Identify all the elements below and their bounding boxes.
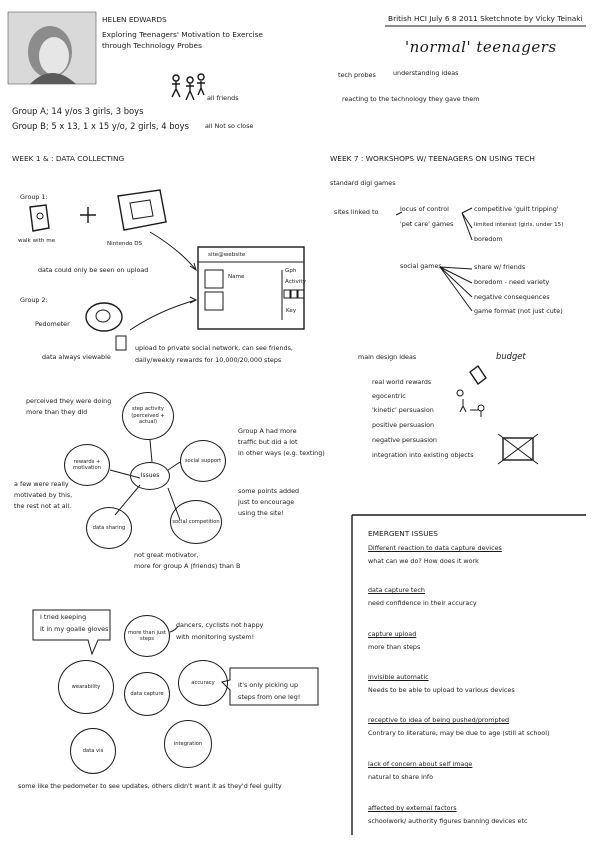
- idea-integration: integration into existing objects: [372, 451, 474, 459]
- perceived-line1: perceived they were doing: [26, 397, 112, 405]
- conference-credit: British HCI July 6 8 2011 Sketchnote by Vicky Teinaki: [388, 14, 583, 23]
- emergent-item-title: data capture tech: [368, 586, 425, 594]
- emergent-item-detail: what can we do? How does it work: [368, 557, 479, 565]
- idea-real-world-rewards: real world rewards: [372, 378, 432, 386]
- page-title: 'normal' teenagers: [405, 38, 557, 56]
- one-leg-line2: steps from one leg!: [238, 693, 301, 701]
- some-points-line2: just to encourage: [238, 498, 295, 506]
- standard-digi-games: standard digi games: [330, 179, 396, 187]
- budget-word: budget: [496, 351, 526, 361]
- nintendo-ds-device: [118, 190, 166, 230]
- walk-with-me-device: [30, 205, 49, 231]
- main-design-ideas: main design ideas: [358, 353, 417, 361]
- pedometer-label: Pedometer: [35, 320, 70, 328]
- website-address: site@website: [208, 252, 246, 258]
- tech-probes-label: tech probes: [338, 71, 376, 79]
- dancers-line1: dancers, cyclists not happy: [176, 621, 264, 629]
- some-points-line3: using the site!: [238, 509, 284, 517]
- understanding-ideas-label: understanding ideas: [393, 69, 459, 77]
- budget-phone-icon: [470, 366, 486, 384]
- circle-integration: integration: [164, 720, 212, 768]
- pet-care-games: 'pet care' games: [400, 220, 454, 228]
- upload-note-line2: daily/weekly rewards for 10,000/20,000 steps: [135, 356, 282, 364]
- group1-label: Group 1:: [20, 193, 48, 201]
- sites-linked-to: sites linked to: [334, 208, 379, 216]
- talk-title-line1: Exploring Teenagers' Motivation to Exercise: [102, 30, 263, 39]
- group-a-note-line3: in other ways (e.g. texting): [238, 449, 325, 457]
- group-a-note-line1: Group A had more: [238, 427, 297, 435]
- idea-positive: positive persuasion: [372, 421, 435, 429]
- data-upload-note: data could only be seen on upload: [38, 266, 149, 274]
- issue-social-support: social support: [180, 440, 226, 482]
- pedometer-footer-note: some like the pedometer to see updates, others didn't want it as they'd feel guilty: [18, 782, 282, 790]
- emergent-item-title: affected by external factors: [368, 804, 457, 812]
- upload-note-line1: upload to private social network, can see friends,: [135, 344, 293, 352]
- issues-center: Issues: [130, 462, 170, 490]
- emergent-item-detail: natural to share info: [368, 773, 434, 781]
- talk-title-line2: through Technology Probes: [102, 41, 202, 50]
- boredom-variety: boredom - need variety: [474, 278, 550, 286]
- all-friends-label: all friends: [207, 94, 239, 102]
- one-leg-line1: it's only picking up: [238, 681, 299, 689]
- week7-heading: WEEK 7 : WORKSHOPS W/ TEENAGERS ON USING TECH: [330, 154, 535, 163]
- idea-kinetic: 'kinetic' persuasion: [372, 406, 434, 414]
- week1-heading: WEEK 1 & : DATA COLLECTING: [12, 154, 125, 163]
- speaker-portrait: [8, 12, 96, 84]
- not-great-line2: more for group A (friends) than B: [134, 562, 241, 570]
- negative-consequences: negative consequences: [474, 293, 550, 301]
- not-great-line1: not great motivator,: [134, 551, 199, 559]
- few-motivated-line1: a few were really: [14, 480, 69, 488]
- emergent-item-title: Different reaction to data capture devices: [368, 544, 502, 552]
- few-motivated-line2: motivated by this,: [14, 491, 73, 499]
- website-graph-label: Gph: [285, 268, 297, 274]
- circle-wearability: wearability: [58, 660, 114, 714]
- issue-social-competition: social competition: [170, 500, 222, 544]
- competitive-guilt: competitive 'guilt tripping': [474, 205, 559, 213]
- few-motivated-line3: the rest not at all.: [14, 502, 72, 510]
- website-activity-label: Activity: [285, 279, 306, 285]
- game-format: game format (not just cute): [474, 307, 563, 315]
- group-a-label: Group A; 14 y/os 3 girls, 3 boys: [12, 106, 144, 116]
- goalie-bubble-line1: I tried keeping: [40, 613, 87, 621]
- speaker-name: HELEN EDWARDS: [102, 15, 167, 24]
- emergent-item-title: capture upload: [368, 630, 417, 638]
- issue-step-activity: step activity (perceived + actual): [122, 392, 174, 440]
- boredom-label: boredom: [474, 235, 503, 243]
- reacting-label: reacting to the technology they gave them: [342, 95, 480, 103]
- group-a-note-line2: traffic but did a lot: [238, 438, 298, 446]
- emergent-item-title: receptive to idea of being pushed/prompted: [368, 716, 510, 724]
- emergent-item-detail: Needs to be able to upload to various devices: [368, 686, 515, 694]
- pedometer-device: [86, 303, 122, 331]
- friends-figures-icon: [172, 74, 205, 100]
- some-points-line1: some points added: [238, 487, 300, 495]
- issue-rewards-motivation: rewards + motivation: [64, 444, 110, 486]
- circle-data-capture: data capture: [124, 672, 170, 716]
- goalie-bubble-line2: it in my goalie gloves: [40, 625, 109, 633]
- circle-accuracy: accuracy: [178, 660, 228, 706]
- website-key-label: Key: [286, 308, 297, 314]
- locus-of-control: locus of control: [400, 205, 449, 213]
- share-with-friends: share w/ friends: [474, 263, 526, 271]
- issue-data-sharing: data sharing: [86, 507, 132, 549]
- circle-more-than-steps: more than just steps: [124, 615, 170, 657]
- dancers-line2: with monitoring system!: [176, 633, 255, 641]
- group-b-label: Group B; 5 x 13, 1 x 15 y/o, 2 girls, 4 boys: [12, 121, 189, 131]
- nintendo-ds-label: Nintendo DS: [107, 241, 143, 247]
- data-viewable-note: data always viewable: [42, 353, 111, 361]
- emergent-item-title: invisible automatic: [368, 673, 429, 681]
- emergent-item-detail: Contrary to literature, may be due to age (still at school): [368, 729, 550, 737]
- emergent-item-detail: more than steps: [368, 643, 421, 651]
- social-games-label: social games: [400, 262, 442, 270]
- idea-negative: negative persuasion: [372, 436, 437, 444]
- walk-with-me-label: walk with me: [18, 238, 56, 244]
- emergent-item-title: lack of concern about self image: [368, 760, 473, 768]
- emergent-item-detail: need confidence in their accuracy: [368, 599, 477, 607]
- perceived-line2: more than they did: [26, 408, 88, 416]
- idea-egocentric: egocentric: [372, 392, 406, 400]
- emergent-item-detail: schoolwork/ authority figures banning devices etc: [368, 817, 528, 825]
- website-name-field: Name: [228, 274, 245, 280]
- group2-label: Group 2:: [20, 296, 48, 304]
- emergent-heading: EMERGENT ISSUES: [368, 529, 438, 538]
- circle-data-vis: data vis: [70, 728, 116, 774]
- not-so-close-label: all Not so close: [205, 122, 254, 130]
- limited-interest: limited interest (girls, under 15): [474, 222, 564, 228]
